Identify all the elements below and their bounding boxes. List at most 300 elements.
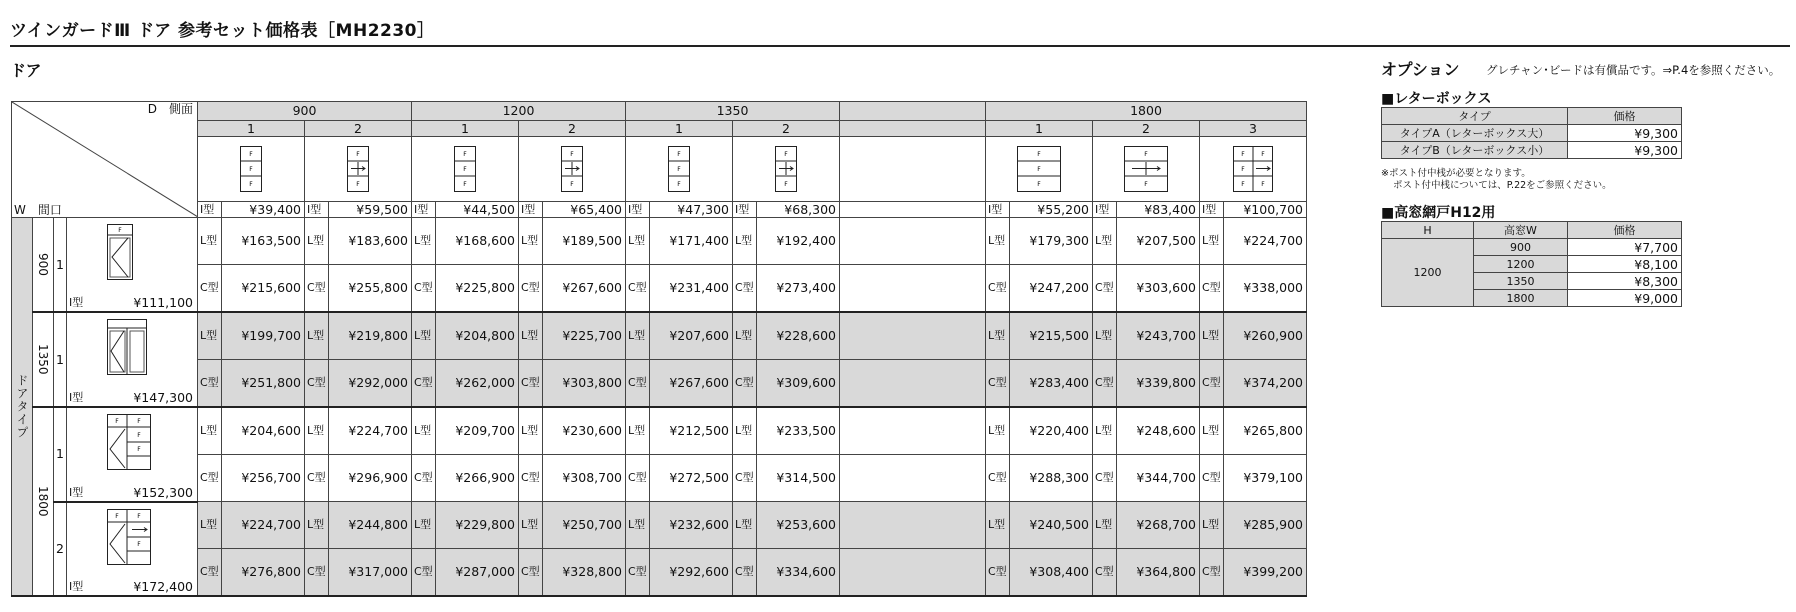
window-icon [454, 146, 476, 192]
l-type-label: L型 [198, 218, 222, 265]
side-subcol-header: 1 [986, 121, 1093, 137]
svg-text:F: F [463, 166, 467, 173]
window-icon-cell [1200, 137, 1307, 202]
svg-text:F: F [1144, 181, 1148, 188]
l-type-price: ¥207,500 [1117, 218, 1200, 265]
side-group-header: 900 [198, 102, 412, 121]
i-type-price: ¥65,400 [543, 202, 626, 218]
door-size-label: 1350 [33, 312, 54, 407]
l-type-label: L型 [198, 312, 222, 360]
l-type-label: L型 [412, 218, 436, 265]
svg-text:F: F [137, 540, 141, 548]
l-type-label: L型 [198, 502, 222, 549]
screen-h: 1200 [1382, 239, 1474, 307]
table-row [12, 407, 1307, 455]
c-type-label: C型 [986, 455, 1010, 502]
window-icon [775, 146, 797, 192]
window-icon [1124, 146, 1168, 192]
l-type-price: ¥228,600 [757, 312, 840, 360]
l-type-price: ¥163,500 [222, 218, 305, 265]
window-icon [240, 146, 262, 192]
i-type-label: I型 [1093, 202, 1117, 218]
c-type-price: ¥296,900 [329, 455, 412, 502]
l-type-price: ¥204,800 [436, 312, 519, 360]
c-type-label: C型 [1093, 549, 1117, 597]
c-type-label: C型 [986, 265, 1010, 313]
c-type-price: ¥374,200 [1224, 360, 1307, 408]
c-type-price: ¥338,000 [1224, 265, 1307, 313]
c-type-price: ¥262,000 [436, 360, 519, 408]
l-type-label: L型 [305, 407, 329, 455]
c-type-label: C型 [519, 360, 543, 408]
svg-text:F: F [463, 181, 467, 188]
l-type-label: L型 [1093, 407, 1117, 455]
l-type-label: L型 [626, 312, 650, 360]
l-type-label: L型 [1200, 312, 1224, 360]
c-type-price: ¥344,700 [1117, 455, 1200, 502]
l-type-price: ¥268,700 [1117, 502, 1200, 549]
screen-table [1381, 221, 1682, 307]
l-type-price: ¥171,400 [650, 218, 733, 265]
l-type-price: ¥189,500 [543, 218, 626, 265]
svg-text:F: F [1241, 166, 1245, 173]
l-type-label: L型 [412, 502, 436, 549]
c-type-price: ¥251,800 [222, 360, 305, 408]
screen-w: 1350 [1474, 273, 1568, 290]
c-type-price: ¥328,800 [543, 549, 626, 597]
l-type-label: L型 [1093, 312, 1117, 360]
svg-text:F: F [677, 166, 681, 173]
svg-text:F: F [118, 227, 122, 234]
l-type-label: L型 [305, 312, 329, 360]
i-type-price: ¥39,400 [222, 202, 305, 218]
door-number: 1 [54, 407, 67, 502]
door-icon-cell [67, 312, 198, 407]
l-type-price: ¥179,300 [1010, 218, 1093, 265]
c-type-price: ¥225,800 [436, 265, 519, 313]
svg-text:F: F [1037, 181, 1041, 188]
l-type-label: L型 [626, 407, 650, 455]
screen-price: ¥8,300 [1568, 273, 1682, 290]
l-type-label: L型 [412, 407, 436, 455]
c-type-price: ¥215,600 [222, 265, 305, 313]
l-type-price: ¥219,800 [329, 312, 412, 360]
door-i-label: I型 [69, 485, 84, 499]
table-row [12, 455, 1307, 502]
i-type-label: I型 [626, 202, 650, 218]
c-type-price: ¥364,800 [1117, 549, 1200, 597]
door-size-label: 1800 [33, 407, 54, 596]
door-i-label: I型 [69, 296, 84, 309]
l-type-price: ¥229,800 [436, 502, 519, 549]
table-row [12, 312, 1307, 360]
c-type-label: C型 [733, 360, 757, 408]
c-type-price: ¥339,800 [1117, 360, 1200, 408]
l-type-price: ¥220,400 [1010, 407, 1093, 455]
window-icon [1233, 146, 1273, 192]
door-icon [107, 319, 147, 375]
c-type-label: C型 [986, 549, 1010, 597]
l-type-label: L型 [626, 218, 650, 265]
c-type-price: ¥303,600 [1117, 265, 1200, 313]
l-type-price: ¥224,700 [222, 502, 305, 549]
l-type-label: L型 [305, 218, 329, 265]
door-type-label: ドアタイプ [12, 218, 33, 597]
svg-text:F: F [115, 418, 119, 425]
side-subcol-header: 2 [305, 121, 412, 137]
c-type-price: ¥272,500 [650, 455, 733, 502]
i-type-label: I型 [412, 202, 436, 218]
l-type-price: ¥232,600 [650, 502, 733, 549]
c-type-label: C型 [305, 549, 329, 597]
c-type-label: C型 [626, 360, 650, 408]
svg-text:F: F [677, 151, 681, 158]
l-type-label: L型 [1200, 218, 1224, 265]
c-type-price: ¥283,400 [1010, 360, 1093, 408]
letterbox-title: ■レターボックス [1381, 91, 1492, 107]
i-type-price: ¥100,700 [1224, 202, 1307, 218]
screen-price: ¥9,000 [1568, 290, 1682, 307]
c-type-label: C型 [626, 265, 650, 313]
c-type-price: ¥273,400 [757, 265, 840, 313]
c-type-price: ¥314,500 [757, 455, 840, 502]
l-type-label: L型 [1093, 502, 1117, 549]
table-row [12, 502, 1307, 549]
screen-title: ■高窓網戸H12用 [1381, 205, 1496, 221]
i-type-price: ¥59,500 [329, 202, 412, 218]
c-type-label: C型 [733, 455, 757, 502]
side-subcol-header: 2 [733, 121, 840, 137]
door-price: ¥147,300 [133, 390, 193, 405]
c-type-label: C型 [519, 549, 543, 597]
i-type-price: ¥68,300 [757, 202, 840, 218]
l-type-label: L型 [733, 218, 757, 265]
c-type-price: ¥288,300 [1010, 455, 1093, 502]
l-type-label: L型 [519, 218, 543, 265]
c-type-price: ¥256,700 [222, 455, 305, 502]
l-type-label: L型 [733, 407, 757, 455]
side-subcol-header: 2 [519, 121, 626, 137]
corner-width-label: W 間口 [14, 203, 62, 217]
svg-text:F: F [137, 432, 141, 439]
i-type-label: I型 [305, 202, 329, 218]
svg-text:F: F [784, 181, 788, 188]
blank-cell [840, 312, 986, 360]
svg-text:F: F [677, 181, 681, 188]
svg-text:F: F [463, 151, 467, 158]
c-type-price: ¥292,000 [329, 360, 412, 408]
l-type-price: ¥265,800 [1224, 407, 1307, 455]
door-icon [107, 224, 133, 280]
window-icon-cell [519, 137, 626, 202]
blank-cell [840, 502, 986, 549]
l-type-price: ¥248,600 [1117, 407, 1200, 455]
l-type-price: ¥253,600 [757, 502, 840, 549]
l-type-label: L型 [1093, 218, 1117, 265]
side-subcol-header: 3 [1200, 121, 1307, 137]
l-type-label: L型 [626, 502, 650, 549]
c-type-label: C型 [198, 360, 222, 408]
i-type-price: ¥55,200 [1010, 202, 1093, 218]
svg-text:F: F [570, 181, 574, 188]
l-type-price: ¥285,900 [1224, 502, 1307, 549]
screen-header-w: 高窓W [1474, 222, 1568, 239]
c-type-label: C型 [1093, 360, 1117, 408]
side-subcol-header: 1 [198, 121, 305, 137]
window-icon [561, 146, 583, 192]
l-type-price: ¥225,700 [543, 312, 626, 360]
blank-cell [840, 137, 986, 202]
i-type-label: I型 [1200, 202, 1224, 218]
svg-text:F: F [137, 446, 141, 453]
l-type-label: L型 [986, 502, 1010, 549]
svg-text:F: F [249, 181, 253, 188]
c-type-price: ¥309,600 [757, 360, 840, 408]
side-subcol-header: 1 [412, 121, 519, 137]
svg-text:F: F [1261, 151, 1265, 158]
letterbox-header-type: タイプ [1382, 108, 1568, 125]
svg-text:F: F [1037, 166, 1041, 173]
l-type-label: L型 [1200, 502, 1224, 549]
l-type-label: L型 [198, 407, 222, 455]
c-type-label: C型 [1200, 265, 1224, 313]
c-type-price: ¥317,000 [329, 549, 412, 597]
l-type-label: L型 [986, 218, 1010, 265]
side-subcol-header [840, 121, 986, 137]
door-icon-cell [67, 218, 198, 313]
c-type-price: ¥379,100 [1224, 455, 1307, 502]
table-row [12, 360, 1307, 408]
l-type-label: L型 [519, 312, 543, 360]
svg-text:F: F [784, 151, 788, 158]
l-type-label: L型 [305, 502, 329, 549]
l-type-price: ¥224,700 [329, 407, 412, 455]
l-type-label: L型 [519, 407, 543, 455]
options-note: グレチャン･ビードは有償品です。⇒P.4を参照ください。 [1486, 63, 1781, 77]
svg-text:F: F [137, 418, 141, 425]
svg-text:F: F [1241, 151, 1245, 158]
c-type-label: C型 [1200, 549, 1224, 597]
c-type-label: C型 [986, 360, 1010, 408]
l-type-price: ¥224,700 [1224, 218, 1307, 265]
window-icon-cell [626, 137, 733, 202]
svg-text:F: F [1241, 181, 1245, 188]
c-type-label: C型 [412, 360, 436, 408]
window-icon-cell [305, 137, 412, 202]
l-type-label: L型 [733, 502, 757, 549]
i-type-label: I型 [733, 202, 757, 218]
l-type-price: ¥243,700 [1117, 312, 1200, 360]
door-price: ¥172,400 [133, 579, 193, 594]
door-number: 1 [54, 312, 67, 407]
l-type-label: L型 [1200, 407, 1224, 455]
svg-text:F: F [137, 512, 141, 520]
screen-w: 1800 [1474, 290, 1568, 307]
l-type-label: L型 [519, 502, 543, 549]
c-type-label: C型 [305, 360, 329, 408]
side-group-header: 1200 [412, 102, 626, 121]
i-type-label: I型 [198, 202, 222, 218]
l-type-price: ¥244,800 [329, 502, 412, 549]
letterbox-type: タイプA（レターボックス大） [1382, 125, 1568, 142]
letterbox-type: タイプB（レターボックス小） [1382, 142, 1568, 159]
c-type-label: C型 [626, 455, 650, 502]
c-type-price: ¥303,800 [543, 360, 626, 408]
c-type-label: C型 [626, 549, 650, 597]
l-type-label: L型 [986, 407, 1010, 455]
c-type-label: C型 [1200, 360, 1224, 408]
window-icon-cell [1093, 137, 1200, 202]
l-type-label: L型 [733, 312, 757, 360]
blank-cell [840, 455, 986, 502]
c-type-price: ¥255,800 [329, 265, 412, 313]
page-title: ツインガードⅢ ドア 参考セット価格表［MH2230］ [10, 21, 435, 41]
c-type-label: C型 [1200, 455, 1224, 502]
window-icon [668, 146, 690, 192]
l-type-price: ¥215,500 [1010, 312, 1093, 360]
section-title: ドア [10, 61, 42, 80]
l-type-price: ¥250,700 [543, 502, 626, 549]
blank-cell [840, 407, 986, 455]
screen-header-h: H [1382, 222, 1474, 239]
screen-price: ¥7,700 [1568, 239, 1682, 256]
svg-text:F: F [249, 166, 253, 173]
c-type-label: C型 [412, 549, 436, 597]
c-type-price: ¥334,600 [757, 549, 840, 597]
screen-w: 900 [1474, 239, 1568, 256]
c-type-label: C型 [519, 455, 543, 502]
door-icon [107, 414, 151, 470]
window-icon-cell [412, 137, 519, 202]
c-type-price: ¥308,700 [543, 455, 626, 502]
l-type-label: L型 [412, 312, 436, 360]
title-rule [10, 45, 1790, 47]
i-type-label: I型 [986, 202, 1010, 218]
corner-diagonal [12, 102, 198, 217]
svg-text:F: F [1144, 151, 1148, 158]
door-icon-cell [67, 407, 198, 502]
c-type-price: ¥308,400 [1010, 549, 1093, 597]
c-type-price: ¥287,000 [436, 549, 519, 597]
door-price: ¥152,300 [133, 484, 193, 500]
letterbox-note [1381, 168, 1612, 192]
window-icon-cell [198, 137, 305, 202]
l-type-price: ¥168,600 [436, 218, 519, 265]
i-type-price: ¥44,500 [436, 202, 519, 218]
l-type-price: ¥183,600 [329, 218, 412, 265]
table-corner [12, 102, 198, 218]
l-type-price: ¥207,600 [650, 312, 733, 360]
door-size-label: 900 [33, 218, 54, 313]
side-group-header [840, 102, 986, 121]
c-type-price: ¥231,400 [650, 265, 733, 313]
door-i-label: I型 [69, 580, 84, 593]
c-type-price: ¥266,900 [436, 455, 519, 502]
c-type-price: ¥292,600 [650, 549, 733, 597]
window-icon [1017, 146, 1061, 192]
door-number: 1 [54, 218, 67, 313]
l-type-price: ¥212,500 [650, 407, 733, 455]
letterbox-price: ¥9,300 [1568, 142, 1682, 159]
svg-text:F: F [1261, 181, 1265, 188]
svg-text:F: F [356, 181, 360, 188]
l-type-label: L型 [986, 312, 1010, 360]
l-type-price: ¥230,600 [543, 407, 626, 455]
letterbox-table [1381, 107, 1682, 159]
letterbox-header-price: 価格 [1568, 108, 1682, 125]
window-icon [347, 146, 369, 192]
i-type-label: I型 [519, 202, 543, 218]
svg-text:F: F [115, 512, 119, 520]
door-i-label: I型 [69, 391, 84, 404]
letterbox-note-line: ポスト付中桟については、P.22をご参照ください。 [1393, 180, 1612, 191]
c-type-label: C型 [305, 455, 329, 502]
c-type-price: ¥399,200 [1224, 549, 1307, 597]
screen-header-price: 価格 [1568, 222, 1682, 239]
side-group-header: 1800 [986, 102, 1307, 121]
c-type-label: C型 [305, 265, 329, 313]
c-type-label: C型 [519, 265, 543, 313]
c-type-label: C型 [1093, 265, 1117, 313]
svg-text:F: F [356, 151, 360, 158]
options-title: オプション [1381, 60, 1460, 79]
l-type-price: ¥192,400 [757, 218, 840, 265]
l-type-price: ¥240,500 [1010, 502, 1093, 549]
l-type-price: ¥204,600 [222, 407, 305, 455]
door-icon-cell [67, 502, 198, 597]
c-type-label: C型 [1093, 455, 1117, 502]
c-type-label: C型 [198, 455, 222, 502]
corner-side-label: D 側面 [147, 102, 193, 116]
c-type-label: C型 [733, 265, 757, 313]
table-row [12, 218, 1307, 265]
l-type-price: ¥199,700 [222, 312, 305, 360]
blank-cell [840, 360, 986, 408]
blank-cell [840, 218, 986, 265]
letterbox-note-line: ※ポスト付中桟が必要となります。 [1381, 168, 1531, 179]
window-icon-cell [733, 137, 840, 202]
c-type-label: C型 [198, 549, 222, 597]
c-type-label: C型 [412, 455, 436, 502]
window-icon-cell [986, 137, 1093, 202]
c-type-label: C型 [733, 549, 757, 597]
l-type-price: ¥233,500 [757, 407, 840, 455]
screen-w: 1200 [1474, 256, 1568, 273]
i-type-price: ¥47,300 [650, 202, 733, 218]
blank-cell [840, 549, 986, 597]
door-price: ¥111,100 [133, 295, 193, 310]
l-type-price: ¥209,700 [436, 407, 519, 455]
table-row [12, 549, 1307, 597]
letterbox-price: ¥9,300 [1568, 125, 1682, 142]
blank-cell [840, 265, 986, 313]
l-type-price: ¥260,900 [1224, 312, 1307, 360]
side-subcol-header: 2 [1093, 121, 1200, 137]
i-type-price: ¥83,400 [1117, 202, 1200, 218]
door-icon [107, 509, 151, 565]
c-type-price: ¥267,600 [650, 360, 733, 408]
screen-price: ¥8,100 [1568, 256, 1682, 273]
svg-text:F: F [1037, 151, 1041, 158]
side-group-header: 1350 [626, 102, 840, 121]
side-subcol-header: 1 [626, 121, 733, 137]
c-type-label: C型 [412, 265, 436, 313]
svg-text:F: F [249, 151, 253, 158]
svg-text:F: F [570, 151, 574, 158]
table-row [12, 265, 1307, 313]
c-type-price: ¥247,200 [1010, 265, 1093, 313]
c-type-price: ¥276,800 [222, 549, 305, 597]
